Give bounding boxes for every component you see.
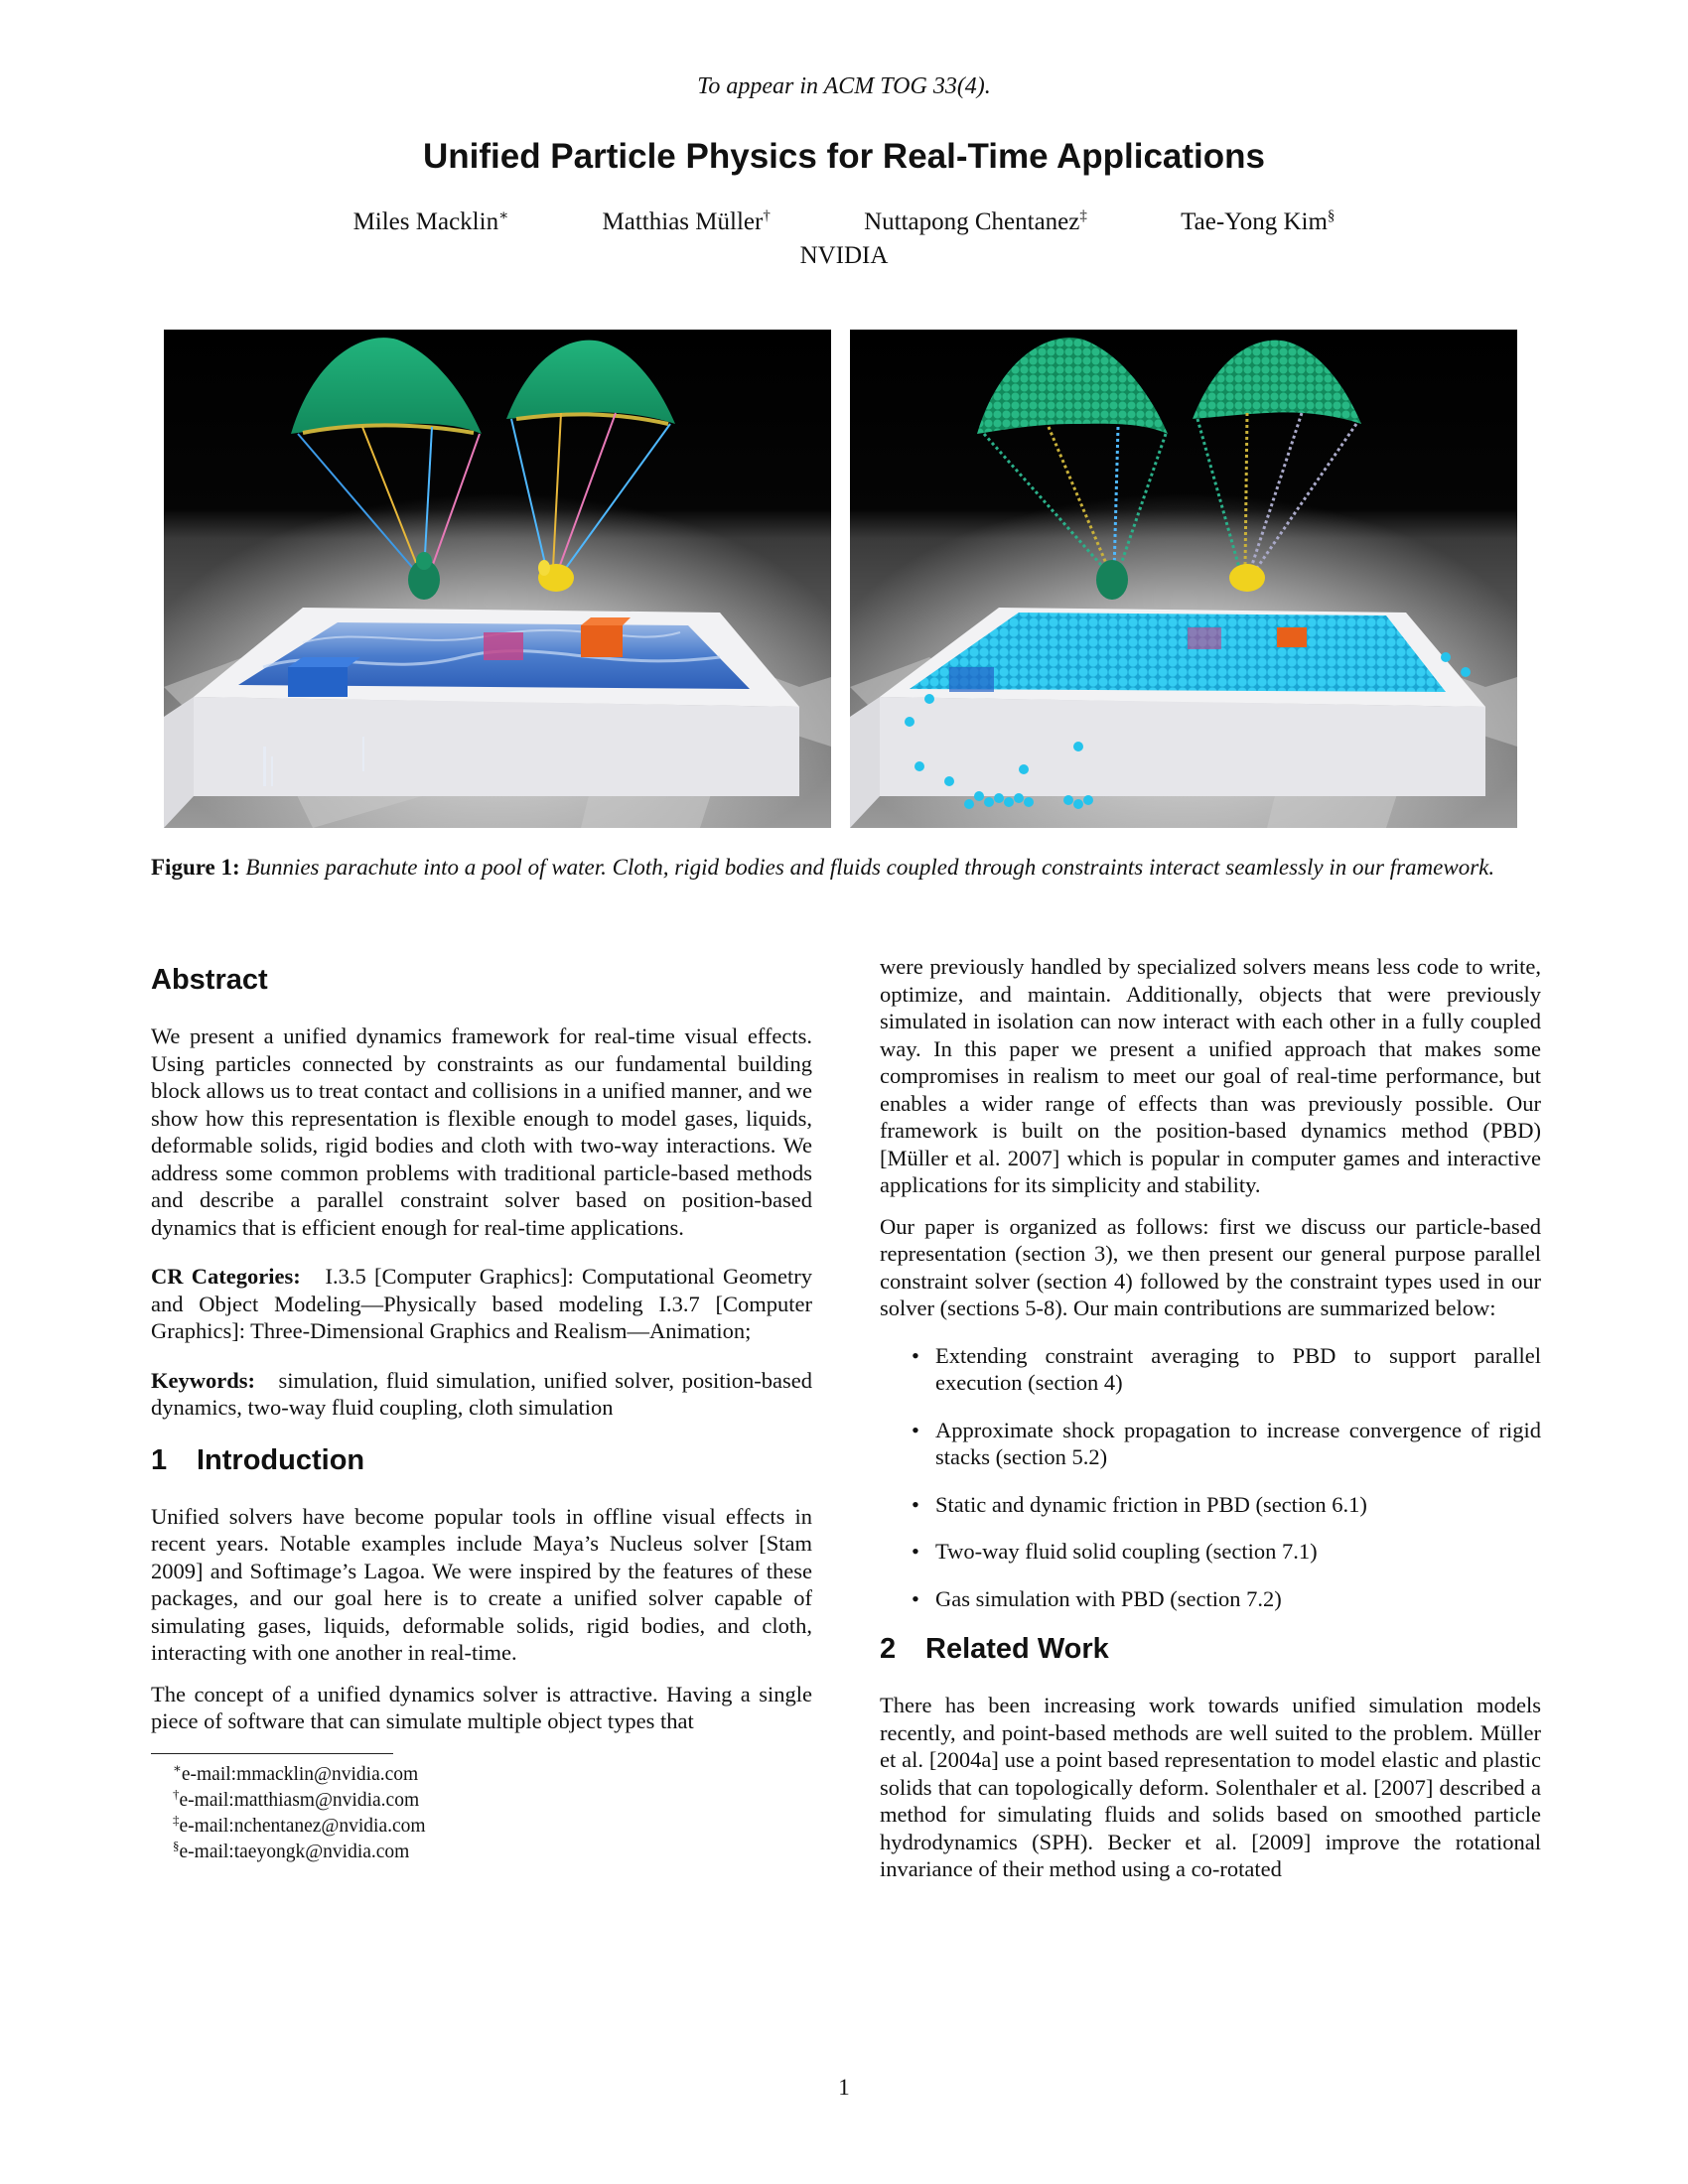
blue-box xyxy=(288,667,348,697)
author: Tae-Yong Kim§ xyxy=(1181,207,1336,235)
figure-caption: Figure 1: Bunnies parachute into a pool of water. Cloth, rigid bodies and fluids coupled through constraints interact seamlessly in our framework. xyxy=(151,855,1495,880)
author-list xyxy=(0,208,1688,236)
contributions-list xyxy=(880,1342,1541,1613)
list-item: • Two-way fluid solid coupling (section 7.1) xyxy=(912,1539,1318,1564)
author: Miles Macklin∗ xyxy=(352,207,509,235)
intro-paragraph-1: Unified solvers have become popular tools in offline visual effects in recent years. Notable examples include Maya’s Nucleus solver [Stam 2009] and Softimage’s Lagoa. We were inspired by the features of these packages, and our goal here is to create a unified solver capable of simulating gases, liquids, deformable solids, rigid bodies, and cloth, interacting with one another in real-time. xyxy=(151,1503,812,1665)
list-item: • Gas simulation with PBD (section 7.2) xyxy=(912,1585,1282,1611)
cr-categories: CR Categories: I.3.5 [Computer Graphics]: Computational Geometry and Object Modeling—Physically based modeling I.3.7 [Computer Graphics]: Three-Dimensional Graphics and Realism—Animation; xyxy=(151,1264,812,1343)
pink-box xyxy=(484,632,523,660)
list-item: • Static and dynamic friction in PBD (section 6.1) xyxy=(912,1491,1367,1517)
intro-paragraph-2: The concept of a unified dynamics solver is attractive. Having a single piece of software that can simulate multiple object types that xyxy=(151,1681,812,1733)
author: Nuttapong Chentanez‡ xyxy=(864,207,1087,235)
figure-image-particle-render xyxy=(850,330,1517,828)
paper-title: Unified Particle Physics for Real-Time Applications xyxy=(422,137,1265,176)
footnote: †e-mail:matthiasm@nvidia.com xyxy=(173,1786,420,1811)
footnote: §e-mail:taeyongk@nvidia.com xyxy=(173,1838,410,1862)
footnote-rule xyxy=(151,1753,393,1754)
footnote: ∗e-mail:mmacklin@nvidia.com xyxy=(173,1760,419,1785)
keywords: Keywords: simulation, fluid simulation, unified solver, position-based dynamics, two-way fluid coupling, cloth simulation xyxy=(151,1367,812,1420)
list-item: • Approximate shock propagation to increase convergence of rigid stacks (section 5.2) xyxy=(912,1417,1541,1469)
right-column xyxy=(880,953,1541,1897)
abstract-text: We present a unified dynamics framework for real-time visual effects. Using particles connected by constraints as our fundamental building block allows us to treat contact and collisions in a unified manner, and we show how this representation is flexible enough to model gases, liquids, deformable solids, rigid bodies and cloth with two-way interactions. We address some common problems with traditional particle-based methods and describe a parallel constraint solver based on position-based dynamics that is efficient enough for real-time applications. xyxy=(151,1024,812,1240)
list-item: • Extending constraint averaging to PBD to support parallel execution (section 4) xyxy=(912,1342,1541,1395)
abstract-heading: Abstract xyxy=(151,964,268,996)
venue-note: To appear in ACM TOG 33(4). xyxy=(697,73,991,99)
section-heading-related-work: 2 Related Work xyxy=(880,1633,1109,1665)
left-column xyxy=(151,953,812,1865)
orange-box xyxy=(581,625,623,657)
page-number: 1 xyxy=(838,2075,850,2100)
intro-paragraph-2-continued: were previously handled by specialized solvers means less code to write, optimize, and maintain. Additionally, objects that were previously simulated in isolation can now interact with each other in a fully coupled way. In this paper we present a unified approach that makes some compromises in realism to meet our goal of real-time performance, but enables a wider range of effects than was previously possible. Our framework is built on the position-based dynamics method (PBD) [Müller et al. 2007] which is popular in computer games and interactive applications for its simplicity and stability. xyxy=(880,954,1541,1197)
affiliation: NVIDIA xyxy=(799,242,889,269)
footnote: ‡e-mail:nchentanez@nvidia.com xyxy=(173,1812,426,1837)
author: Matthias Müller† xyxy=(602,207,771,235)
figure-image-mesh-render xyxy=(164,330,831,828)
section-heading-introduction: 1 Introduction xyxy=(151,1443,365,1476)
intro-paragraph-3: Our paper is organized as follows: first we discuss our particle-based representation (section 3), we then present our general purpose parallel constraint solver (section 4) followed by the constraint types used in our solver (sections 5-8). Our main contributions are summarized below: xyxy=(880,1213,1541,1320)
related-paragraph-1: There has been increasing work towards unified simulation models recently, and point-based methods are well suited to the problem. Müller et al. [2004a] use a point based representation to model elastic and plastic solids that can topologically deform. Solenthaler et al. [2007] described a method for simulating fluids and solids based on smoothed particle hydrodynamics (SPH). Becker et al. [2009] improve the rotational invariance of their method using a co-rotated xyxy=(880,1693,1541,1881)
